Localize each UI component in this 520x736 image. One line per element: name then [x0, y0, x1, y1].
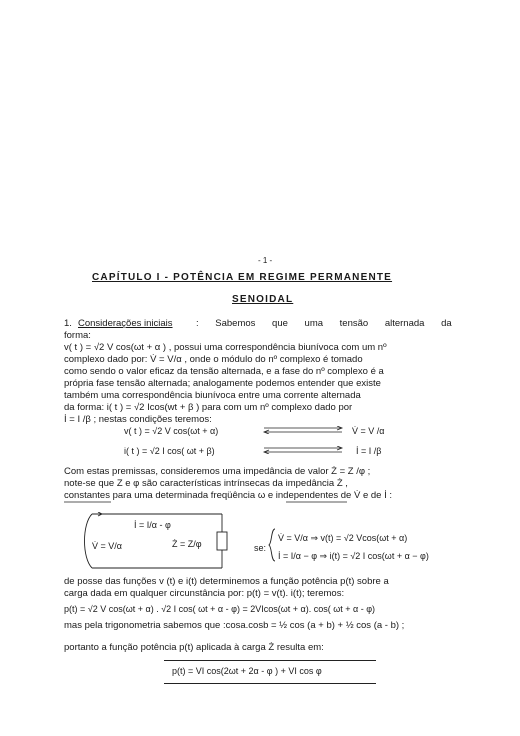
- para3-line-0: de posse das funções v (t) e i(t) determinemos a função potência p(t) sobre a: [64, 576, 389, 587]
- correspondence-right-0: V̇ = V /α: [352, 426, 385, 436]
- section-line-1: forma:: [64, 330, 91, 341]
- trig-identity: mas pela trigonometria sabemos que :cosa.cosb = ½ cos (a + b) + ½ cos (a - b) ;: [64, 620, 405, 631]
- chapter-title-line-2: SENOIDAL: [232, 294, 294, 305]
- section-line-2: v( t ) = √2 V cos(ωt + α ) , possui uma correspondência biunívoca com um nº: [64, 342, 387, 353]
- section-line-8: İ = I /β ; nestas condições teremos:: [64, 414, 212, 425]
- correspondence-left-0: v( t ) = √2 V cos(ωt + α): [124, 426, 219, 436]
- chapter-title: CAPÍTULO I - POTÊNCIA EM REGIME PERMANENTE: [92, 272, 393, 283]
- system-prefix: se:: [254, 543, 267, 553]
- section-line-5: própria fase tensão alternada; analogamente podemos entender que existe: [64, 378, 381, 389]
- correspondence-right-1: İ = I /β: [356, 446, 382, 456]
- section-heading: Considerações iniciais: [78, 318, 173, 329]
- section-line-3: complexo dado por: V̇ = V/α , onde o módulo do nº complexo é tomado: [64, 354, 363, 365]
- circuit-impedance-label: Ż = Z/φ: [172, 539, 202, 549]
- final-line: portanto a função potência p(t) aplicada à carga Ż resulta em:: [64, 642, 324, 653]
- para2-line-1: note-se que Z e φ são características intrínsecas da impedância Ż ,: [64, 478, 348, 489]
- double-arrow-icon: [262, 426, 344, 434]
- para2-line-0: Com estas premissas, consideremos uma impedância de valor Ż = Z /φ ;: [64, 466, 371, 477]
- system-line-2: İ = I/α − φ ⇒ i(t) = √2 I cos(ωt + α − φ): [278, 551, 429, 561]
- circuit-voltage-label: V̇ = V/α: [92, 541, 122, 551]
- section-line-7: da forma: i( t ) = √2 Icos(wt + β ) para com um nº complexo dado por: [64, 402, 353, 413]
- result-formula: p(t) = VI cos(2ωt + 2α - φ ) + VI cos φ: [172, 666, 322, 676]
- double-arrow-icon: [262, 446, 344, 454]
- correspondence-left-1: i( t ) = √2 I cos( ωt + β): [124, 446, 215, 456]
- section-line-4: como sendo o valor eficaz da tensão alternada, e a fase do nº complexo é a: [64, 366, 384, 377]
- circuit-current-label: İ = I/α - φ: [134, 520, 171, 530]
- system-line-1: V̇ = V/α ⇒ v(t) = √2 Vcos(ωt + α): [278, 533, 408, 543]
- brace-icon: [268, 528, 276, 562]
- power-equation: p(t) = √2 V cos(ωt + α) . √2 I cos( ωt + α - φ) = 2VIcos(ωt + α). cos( ωt + α - φ): [64, 604, 376, 614]
- section-line-0: : Sabemos que uma tensão alternada da: [196, 318, 452, 329]
- section-line-6: também uma correspondência biunívoca entre uma corrente alternada: [64, 390, 361, 401]
- para2-line-2: constantes para uma determinada freqüência ω e independentes de V̇ e de İ :: [64, 490, 392, 501]
- section-number: 1.: [64, 318, 72, 329]
- underline-marks: [64, 501, 364, 504]
- page-number: - 1 -: [258, 256, 273, 265]
- para3-line-1: carga dada em qualquer circunstância por: p(t) = v(t). i(t); teremos:: [64, 588, 345, 599]
